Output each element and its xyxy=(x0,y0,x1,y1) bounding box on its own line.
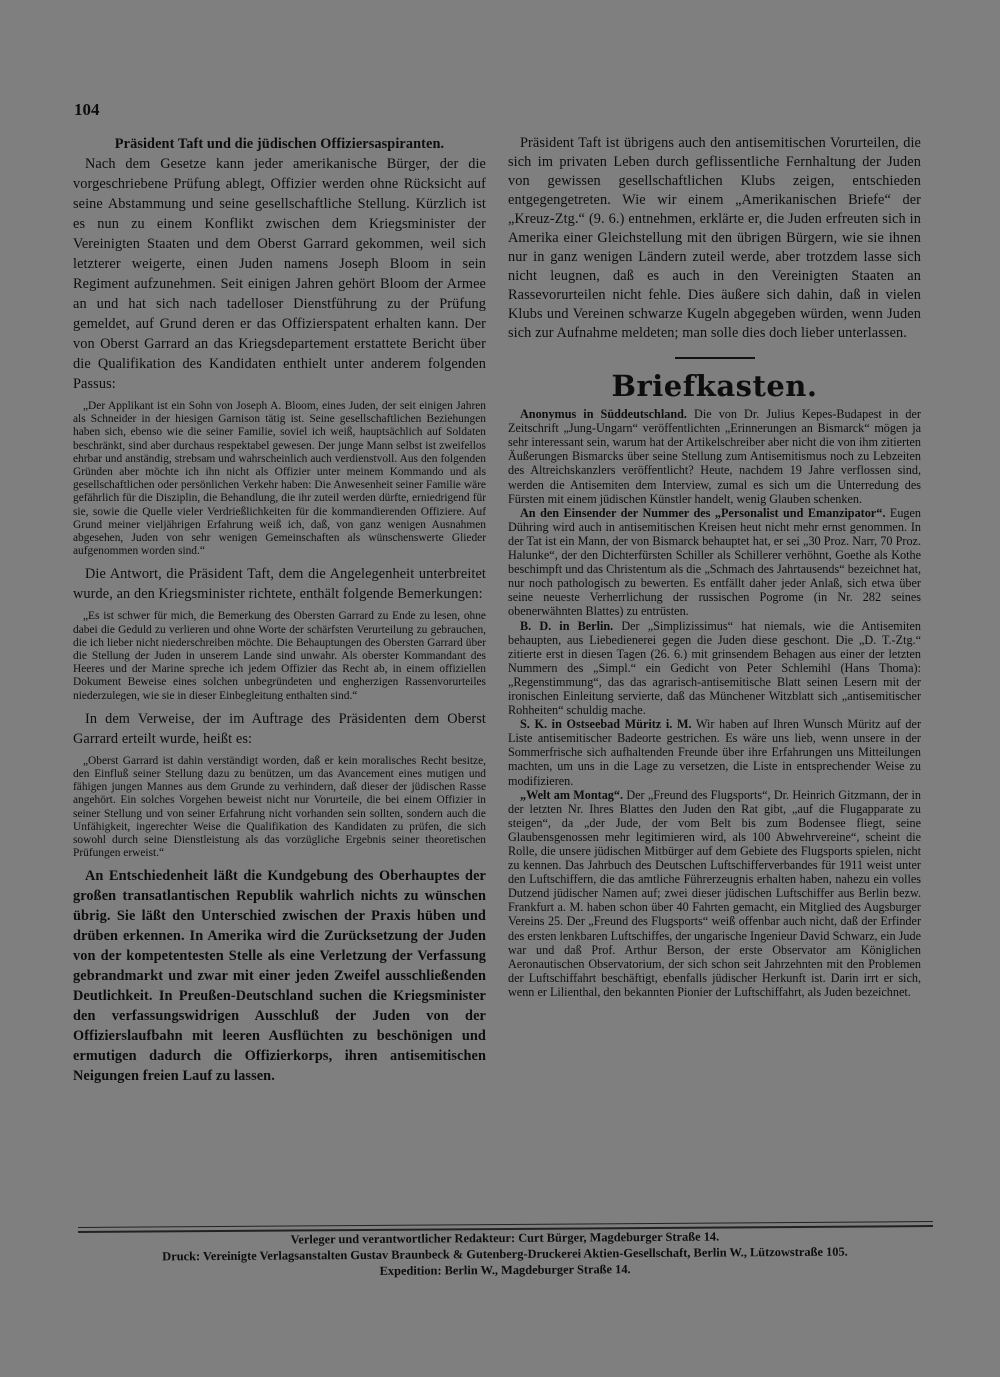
imprint-printer: Druck: Vereinigte Verlagsanstalten Gustav Braunbeck & Gutenberg-Druckerei Aktien-Gesellschaft, Berlin W., Lützowstraße 105. xyxy=(162,1244,848,1264)
article-paragraph-3: In dem Verweise, der im Auftrage des Präsidenten dem Oberst Garrard erteilt wurde, heißt es: xyxy=(73,710,486,747)
letter-entry-2 xyxy=(508,506,921,619)
letter-entry-1-text: Die von Dr. Julius Kepes-Budapest in der Zeitschrift „Jung-Ungarn“ veröffentlichten „Erinnerungen an Bismarck“ mögen ja sehr interessant sein, warum hat der Artikelschreiber aber nicht die von ihm zitierten Äußerungen Bismarcks über seine Stellung zum Antisemitismus noch zu Lebzeiten des Altreichskanzlers veröffentlicht? Heute, nachdem 19 Jahre verflossen sind, werden die Antisemiten dem Interview, zumal es sich um die Unterredung des Fürsten mit einem jüdischen Künstler handelt, wenig Glauben schenken. xyxy=(508,407,921,506)
left-column xyxy=(73,134,486,1086)
article-paragraph-4: An Entschiedenheit läßt die Kundgebung des Oberhauptes der großen transatlantischen Republik wahrlich nichts zu wünschen übrig. Sie läßt den Unterschied zwischen der Praxis hüben und drüben erkennen. In Amerika wird die Zurücksetzung der Juden von der kompetentesten Stelle als eine Verletzung der Verfassung gebrandmarkt und zwar mit einer jeden Zweifel ausschließenden Deutlichkeit. In Preußen-Deutschland suchen die Kriegsminister den verfassungswidrigen Ausschluß der Juden von der Offizierslaufbahn mit leeren Ausflüchten zu beschönigen und ermutigen dadurch die Offizierkorps, ihren antisemitischen Neigungen freien Lauf zu lassen. xyxy=(73,868,486,1085)
page-number: 104 xyxy=(74,100,100,119)
article-paragraph-2: Die Antwort, die Präsident Taft, dem die Angelegenheit unterbreitet wurde, an den Kriegsminister richtete, enthält folgende Bemerkungen: xyxy=(73,566,486,603)
letter-entry-3-title: B. D. in Berlin. xyxy=(520,618,614,633)
briefkasten-heading: Briefkasten. xyxy=(611,369,818,403)
right-column xyxy=(508,134,921,999)
letter-entry-2-text: Eugen Dühring wird auch in antisemitischen Kreisen heut nicht mehr ernst genommen. In der Tat ist ein Mann, der von Bismarck behauptet hat, er sei „30 Proz. Narr, 70 Proz. Halunke“, der den Dichterfürsten Schiller als Schillerer verhöhnt, Goethe als Kothe beschimpft und das Christentum als die „Schmach des Jahrtausends“ bezeichnet hat, nur noch pathologisch zu bewerten. Es entfällt daher jeder Anlaß, sich etwa über seine neueste Verherrlichung der russischen Pogrome (in Nr. 282 seines obenerwähnten Blattes) zu entrüsten. xyxy=(508,505,922,619)
letter-entry-1 xyxy=(508,407,921,506)
quote-1-text: „Der Applikant ist ein Sohn von Joseph A. Bloom, eines Juden, der seit einigen Jahren als Schneider in der hiesigen Garnison tätig ist. Seine gesellschaftlichen Beziehungen haben sich, ebenso wie die seiner Familie, soviel ich weiß, hauptsächlich auf Soldaten beschränkt, sind aber durchaus respektabel gewesen. Der junge Mann selbst ist zweifellos ehrbar und anständig, strebsam und wahrscheinlich auch verdienstvoll. Aus den folgenden Gründen aber möchte ich ihn nicht als Offizier unter meinem Kommando und als gesellschaftlichen oder persönlichen Verkehr haben: Die Anwesenheit seiner Familie wäre gefährlich für die Disziplin, die Behandlung, die ihr zuteil werden dürfte, erniedrigend für sie, sowie die Quelle vieler Verdrießlichkeiten für die kommandierenden Offiziere. Auf Grund meiner vieljährigen Erfahrung weiß ich, daß, von ganz wenigen Ausnahmen abgesehen, Juden von sehr wenigen Gemeinschaften als wünschenswerte Glieder aufgenommen worden sind.“ xyxy=(73,400,486,558)
letter-entry-5-title: „Welt am Montag“. xyxy=(520,787,624,802)
right-paragraph-1: Präsident Taft ist übrigens auch den antisemitischen Vorurteilen, die sich im privaten Leben durch geflissentliche Fernhaltung der Juden von gewissen gesellschaftlichen Klubs zeigen, entschieden entgegengetreten. Wie wir einem „Amerikanischen Briefe“ der „Kreuz-Ztg.“ (9. 6.) entnehmen, erklärte er, die Juden erfreuten sich in Amerika einer Gleichstellung mit den übrigen Bürgern, wie sie ihnen nur in ganz wenigen Ländern zuteil werde, aber trotzdem lasse sich nicht leugnen, daß es auch in den Vereinigten Staaten an Rassevorurteilen nicht fehle. Dies äußere sich dahin, daß in vielen Klubs und Vereinen schwarze Kugeln abgegeben würden, wenn Juden sich zur Aufnahme meldeten; man solle dies doch lieber unterlassen. xyxy=(508,135,921,341)
letter-entry-1-title: Anonymus in Süddeutschland. xyxy=(520,407,687,422)
quote-3 xyxy=(73,755,486,861)
letter-entry-4-title: S. K. in Ostseebad Müritz i. M. xyxy=(520,717,692,732)
quote-2 xyxy=(73,610,486,702)
quote-1 xyxy=(73,400,486,558)
letter-entry-3-text: Der „Simplizissimus“ hat niemals, wie die Antisemiten behaupten, aus Liebedienerei gegen die Juden diese geschont. Die „D. T.-Ztg.“ zitierte erst in diesen Tagen (26. 6.) mit grinsendem Behagen aus einer der letzten Nummern des „Simpl.“ ein Gedicht von Peter Schlemihl (Hans Thoma): „Regenstimmung“, das das agrarisch-antisemitische Blatt seinen Lesern mit der ironischen Einleitung servierte, daß das Münchener Witzblatt sich „antisemitischer Rohheiten“ schuldig mache. xyxy=(508,618,922,718)
imprint-expedition: Expedition: Berlin W., Magdeburger Straße 14. xyxy=(379,1262,631,1278)
quote-2-text: „Es ist schwer für mich, die Bemerkung des Obersten Garrard zu Ende zu lesen, ohne dabei die Geduld zu verlieren und ohne Worte der schärfsten Verurteilung zu gebrauchen, die ich lieber nicht niederschreiben möchte. Die Behauptungen des Obersten Garrard über die Stellung der Juden in unserem Lande sind unwahr. Als oberster Kommandant des Heeres und der Marine spreche ich jedem Offizier das Recht ab, in einem offiziellen Dokument Beweise eines solchen unbegründeten und engherzigen Rassenvorurteiles niederzulegen, wie sie in dieser Einbegleitung enthalten sind.“ xyxy=(73,610,486,702)
imprint-publisher: Verleger und verantwortlicher Redakteur: Curt Bürger, Magdeburger Straße 14. xyxy=(290,1229,720,1247)
section-divider xyxy=(675,357,755,359)
imprint-footer xyxy=(80,1227,930,1281)
quote-3-text: „Oberst Garrard ist dahin verständigt worden, daß er kein moralisches Recht besitze, den Einfluß seiner Stellung dazu zu benützen, um das Avancement eines mutigen und fähigen jungen Mannes aus dem Grunde zu verhindern, daß dieser der jüdischen Rasse angehört. Ein solches Vorgehen beweist nicht nur Vorurteile, die bei einem Offizier in seiner Stellung und von seiner Erfahrung nicht vorhanden sein sollten, sondern auch die Unfähigkeit, ingerechter Weise die Qualifikation des Kandidaten zu prüfen, die sich sowohl durch seine Dienstleistung als das vorzügliche Ergebnis seiner theoretischen Prüfungen erweist.“ xyxy=(73,754,486,860)
article-paragraph-1: Nach dem Gesetze kann jeder amerikanische Bürger, der die vorgeschriebene Prüfung ablegt, Offizier werden ohne Rücksicht auf seine Abstammung und seine gesellschaftliche Stellung. Kürzlich ist es nun zu einem Konflikt zwischen dem Kriegsminister der Vereinigten Staaten und dem Oberst Garrard gekommen, weil sich letzterer weigerte, einen Juden namens Joseph Bloom in sein Regiment aufzunehmen. Seit einigen Jahren gehört Bloom der Armee an und hat sich nach tadelloser Dienstführung zu der Prüfung gemeldet, auf Grund deren er das Offizierspatent erhalten kann. Der von Oberst Garrard an das Kriegsdepartement erstattete Bericht über die Qualifikation des Kandidaten enthielt unter anderem folgenden Passus: xyxy=(73,156,486,392)
article-heading: Präsident Taft und die jüdischen Offiziersaspiranten. xyxy=(114,136,445,152)
letter-entry-5 xyxy=(508,788,921,999)
letter-entry-5-text: Der „Freund des Flugsports“, Dr. Heinrich Gitzmann, der in der letzten Nr. Ihres Blattes den Juden den Rat gibt, „auf die Flugapparate zu steigen“, da „der Jude, der vom Belt bis zum Bodensee fliegt, seine Glaubensgenossen mehr legitimieren wird, als 100 Abwehrvereine“, scheint die Rolle, die unsere jüdischen Mitbürger auf dem Gebiete des Flugsports spielen, nicht zu kennen. Das Jahrbuch des Deutschen Luftschifferverbandes für 1911 weist unter den Luftschiffern, die das amtliche Führerzeugnis erhalten haben, nahezu ein volles Dutzend jüdischer Namen auf; zwei dieser jüdischen Luftschiffer aus Berlin bezw. Frankfurt a. M. haben schon über 40 Fahrten gemacht, ein Mitglied des Augsburger Vereins 25. Der „Freund des Flugsports“ weiß offenbar auch nicht, daß der Erfinder des ersten lenkbaren Luftschiffes, der ungarische Ingenieur David Schwarz, ein Jude war und daß Prof. Arthur Berson, der erste Observator am Königlichen Aeronautischen Observatorium, der sich schon seit Jahrzehnten mit den Problemen der Luftschiffahrt beschäftigt, ebenfalls jüdischer Herkunft ist. Darin irrt er sich, wenn er Lilienthal, den bekannten Pionier der Luftschiffahrt, als Juden bezeichnet. xyxy=(508,787,922,999)
letter-entry-4-text: Wir haben auf Ihren Wunsch Müritz auf der Liste antisemitischer Badeorte gestrichen. Es wäre uns lieb, wenn unsere in der Sommerfrische sich aufhaltenden Freunde über ihre Erfahrungen uns Mitteilungen machten, um uns in die Lage zu versetzen, die Liste in entsprechender Weise zu modifizieren. xyxy=(508,717,921,788)
letter-entry-2-title: An den Einsender der Nummer des „Personalist und Emanzipator“. xyxy=(520,505,886,520)
letter-entry-3 xyxy=(508,619,921,718)
letter-entry-4 xyxy=(508,717,921,787)
